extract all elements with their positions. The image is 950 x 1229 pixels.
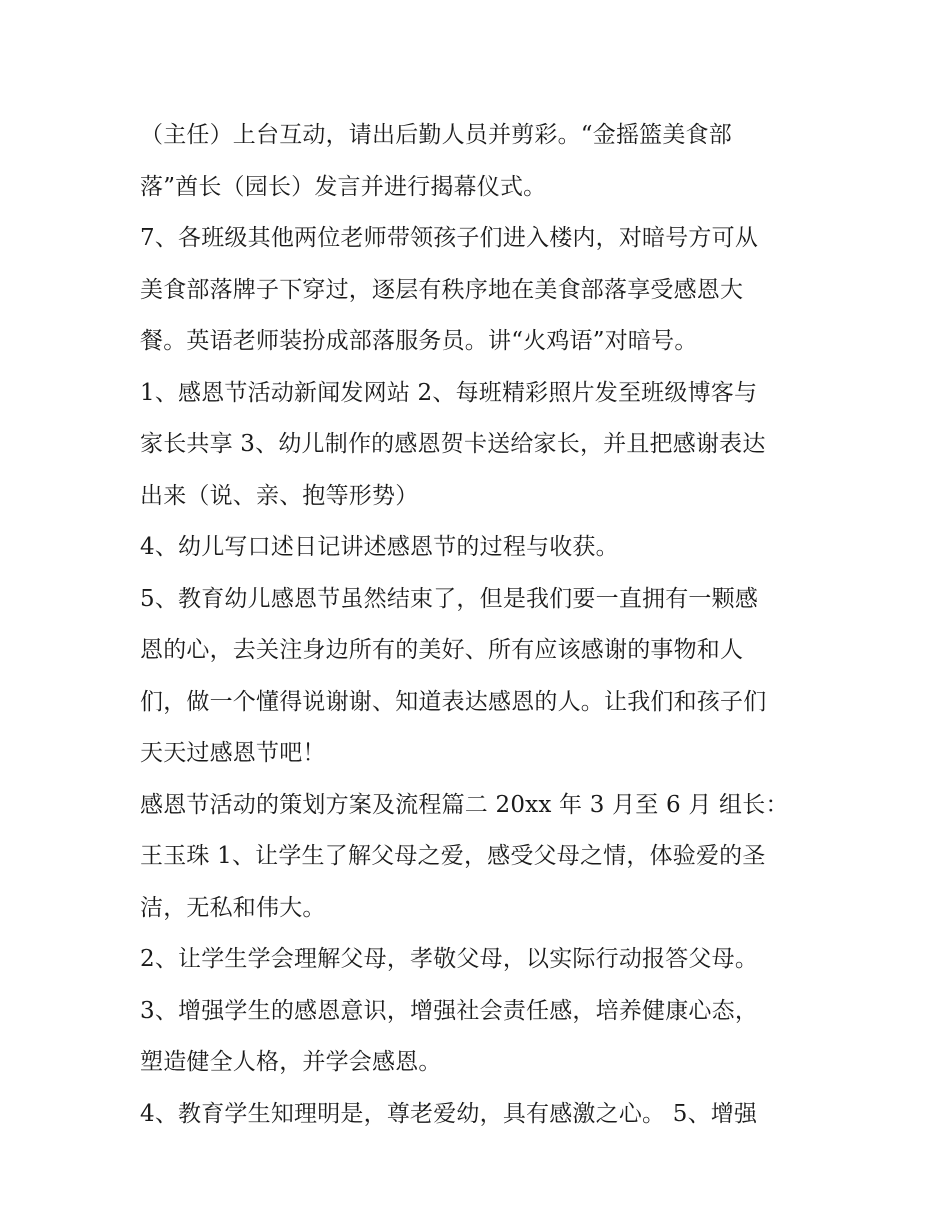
text-line: 落”酋长（园长）发言并进行揭幕仪式。: [140, 173, 547, 200]
text-line: 7、各班级其他两位老师带领孩子们进入楼内，对暗号方可从: [140, 225, 759, 251]
text-line: 2、让学生学会理解父母，孝敬父母，以实际行动报答父母。: [140, 946, 759, 972]
text-line: 家长共享 3、幼儿制作的感恩贺卡送给家长，并且把感谢表达: [140, 431, 766, 457]
text-line: 恩的心，去关注身边所有的美好、所有应该感谢的事物和人: [140, 637, 744, 663]
text-line: 出来（说、亲、抱等形势）: [140, 482, 419, 509]
text-line: （主任）上台互动，请出后勤人员并剪彩。“金摇篮美食部: [140, 122, 732, 148]
text-line: 5、教育幼儿感恩节虽然结束了，但是我们要一直拥有一颗感: [140, 585, 759, 612]
text-line: 美食部落牌子下穿过，逐层有秩序地在美食部落享受感恩大: [140, 276, 744, 303]
text-line: 们，做一个懂得说谢谢、知道表达感恩的人。让我们和孩子们: [140, 688, 767, 715]
text-line: 塑造健全人格，并学会感恩。: [140, 1049, 442, 1075]
body-text: [140, 110, 830, 1140]
text-line: 4、教育学生知理明是，尊老爱幼，具有感激之心。 5、增强: [140, 1100, 758, 1127]
text-line: 4、幼儿写口述日记讲述感恩节的过程与收获。: [140, 534, 619, 560]
text-line: 1、感恩节活动新闻发网站 2、每班精彩照片发至班级博客与: [140, 379, 758, 406]
text-line: 天天过感恩节吧！: [140, 740, 326, 766]
text-line: 王玉珠 1、让学生了解父母之爱，感受父母之情，体验爱的圣: [140, 843, 766, 869]
text-line: 感恩节活动的策划方案及流程篇二 20xx 年 3 月至 6 月 组长：: [140, 791, 789, 818]
text-line: 洁，无私和伟大。: [140, 894, 326, 921]
text-line: 3、增强学生的感恩意识，增强社会责任感，培养健康心态，: [140, 997, 759, 1024]
text-line: 餐。英语老师装扮成部落服务员。讲“火鸡语”对暗号。: [140, 328, 698, 354]
